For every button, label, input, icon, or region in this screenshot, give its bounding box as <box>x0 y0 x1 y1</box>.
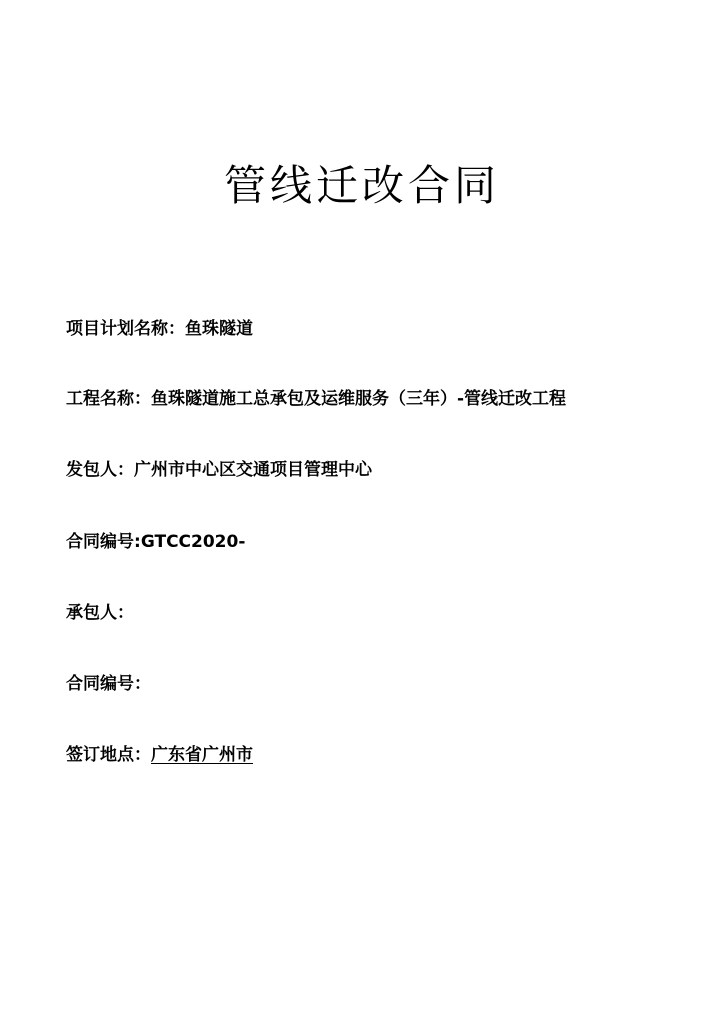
field-label: 签订地点： <box>66 745 151 765</box>
field-label: 项目计划名称： <box>66 319 185 339</box>
document-title: 管线迁改合同 <box>223 161 500 210</box>
field-signing-place <box>66 743 253 767</box>
field-label: 合同编号： <box>66 674 151 694</box>
field-project-name <box>66 387 566 411</box>
field-value: 鱼珠隧道 <box>185 319 253 339</box>
field-value: 广州市中心区交通项目管理中心 <box>134 460 372 480</box>
field-label: 工程名称： <box>66 389 151 409</box>
field-employer <box>66 458 372 482</box>
field-value: 广东省广州市 <box>151 745 253 765</box>
field-project-plan-name <box>66 317 253 341</box>
field-contractor <box>66 601 134 625</box>
field-contract-number <box>66 530 245 554</box>
field-label: 合同编号: <box>66 532 141 552</box>
field-contract-number-2 <box>66 672 151 696</box>
field-label: 发包人： <box>66 460 134 480</box>
field-value: 鱼珠隧道施工总承包及运维服务（三年）-管线迁改工程 <box>151 389 567 409</box>
field-value: GTCC2020- <box>140 532 246 552</box>
field-label: 承包人： <box>66 603 134 623</box>
